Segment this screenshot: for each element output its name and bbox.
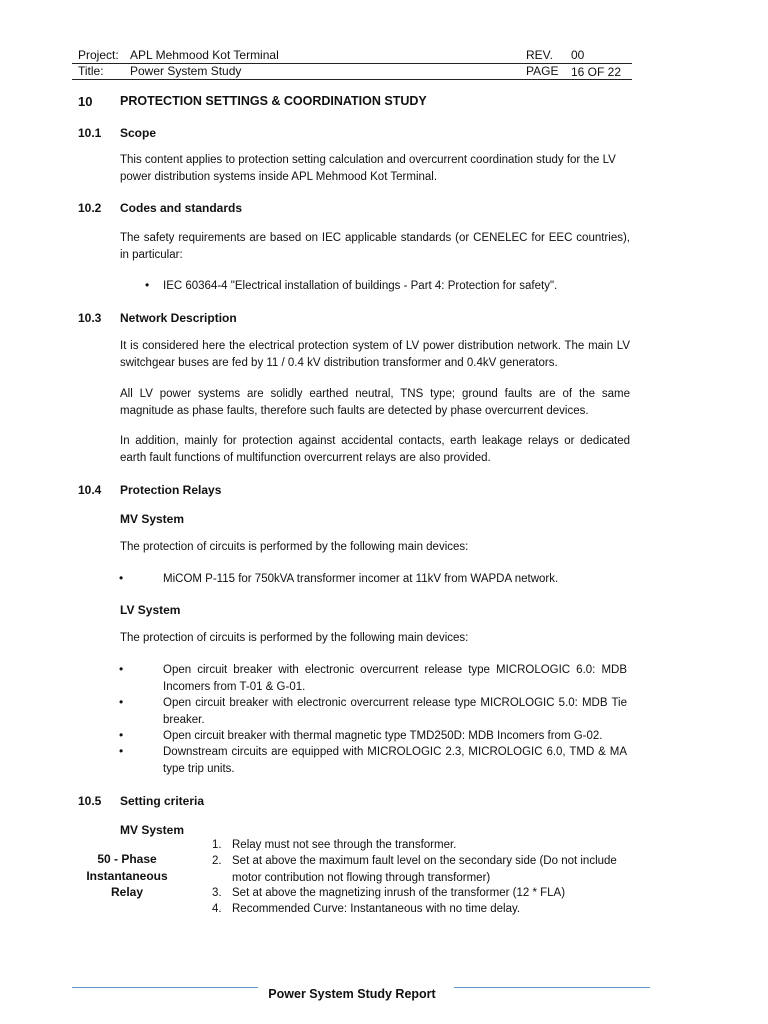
- relay-label-line-2: Instantaneous: [86, 869, 168, 883]
- header-rev-label: REV.: [526, 48, 553, 62]
- header-divider-bottom: [72, 79, 632, 80]
- criteria-item-text: Recommended Curve: Instantaneous with no time delay.: [232, 903, 521, 915]
- bullet-glyph: •: [145, 278, 150, 292]
- mv-system-heading: MV System: [120, 512, 185, 526]
- subsection-10-5-number: 10.5: [78, 794, 102, 808]
- footer-title: Power System Study Report: [268, 987, 436, 1001]
- subsection-10-3-title: Network Description: [120, 311, 237, 325]
- network-paragraph-2: All LV power systems are solidly earthed neutral, TNS type; ground faults are of the same magnitude as phase faults, therefore such faults are detected by phase overcurrent devices.: [120, 388, 630, 417]
- mv-system-paragraph: The protection of circuits is performed by the following main devices:: [120, 541, 469, 553]
- bullet-glyph: •: [119, 695, 124, 709]
- codes-paragraph: The safety requirements are based on IEC applicable standards (or CENELEC for EEC countries), in particular:: [120, 232, 630, 261]
- lv-bullet-item: Open circuit breaker with electronic overcurrent release type MICROLOGIC 5.0: MDB Tie breaker.: [163, 697, 627, 726]
- network-paragraph-1: It is considered here the electrical protection system of LV power distribution network. The main LV switchgear buses are fed by 11 / 0.4 kV distribution transformer and 0.4kV generators.: [120, 340, 630, 369]
- subsection-10-4-number: 10.4: [78, 483, 102, 497]
- header-project-value: APL Mehmood Kot Terminal: [130, 48, 279, 62]
- criteria-item-number: 1.: [212, 839, 222, 851]
- criteria-item-text: Relay must not see through the transformer.: [232, 839, 457, 851]
- header-page-value: 16 OF 22: [571, 65, 622, 79]
- bullet-glyph: •: [119, 744, 124, 758]
- criteria-item-text: Set at above the magnetizing inrush of the transformer (12 * FLA): [232, 887, 566, 899]
- criteria-item-number: 4.: [212, 903, 222, 915]
- scope-paragraph: This content applies to protection setting calculation and overcurrent coordination study for the LV power distribution systems inside APL Mehmood Kot Terminal.: [120, 154, 616, 183]
- subsection-10-1-title: Scope: [120, 126, 157, 140]
- footer-divider-right: [454, 987, 650, 988]
- section-title: PROTECTION SETTINGS & COORDINATION STUDY: [120, 94, 427, 108]
- codes-bullet-item: IEC 60364-4 "Electrical installation of buildings - Part 4: Protection for safety".: [163, 280, 558, 292]
- bullet-glyph: •: [119, 662, 124, 676]
- header-title-label: Title:: [78, 64, 104, 78]
- criteria-item-text: Set at above the maximum fault level on the secondary side (Do not include motor contribution not flowing through transformer): [232, 855, 617, 884]
- lv-bullet-item: Downstream circuits are equipped with MICROLOGIC 2.3, MICROLOGIC 6.0, TMD & MA type trip units.: [163, 746, 627, 775]
- lv-bullet-item: Open circuit breaker with thermal magnetic type TMD250D: MDB Incomers from G-02.: [163, 730, 603, 742]
- subsection-10-5-title: Setting criteria: [120, 794, 205, 808]
- relay-label-line-1: 50 - Phase: [97, 852, 157, 866]
- mv-bullet-item: MiCOM P-115 for 750kVA transformer incomer at 11kV from WAPDA network.: [163, 573, 559, 585]
- relay-label-line-3: Relay: [110, 885, 144, 899]
- subsection-10-1-number: 10.1: [78, 126, 102, 140]
- subsection-10-2-number: 10.2: [78, 201, 102, 215]
- header-page-label: PAGE: [526, 64, 559, 78]
- criteria-item-number: 2.: [212, 855, 222, 867]
- bullet-glyph: •: [119, 728, 124, 742]
- subsection-10-4-title: Protection Relays: [120, 483, 222, 497]
- lv-system-heading: LV System: [120, 603, 181, 617]
- criteria-item-number: 3.: [212, 887, 222, 899]
- section-number: 10: [78, 94, 93, 109]
- lv-system-paragraph: The protection of circuits is performed by the following main devices:: [120, 632, 469, 644]
- subsection-10-2-title: Codes and standards: [120, 201, 243, 215]
- network-paragraph-3: In addition, mainly for protection against accidental contacts, earth leakage relays or dedicated earth fault functions of multifunction overcurrent relays are also provided.: [120, 435, 630, 464]
- header-project-label: Project:: [78, 48, 119, 62]
- header-rev-value: 00: [571, 48, 585, 62]
- subsection-10-3-number: 10.3: [78, 311, 102, 325]
- header-title-value: Power System Study: [130, 64, 242, 78]
- bullet-glyph: •: [119, 571, 124, 585]
- footer-divider-left: [72, 987, 258, 988]
- setting-mv-system-heading: MV System: [120, 823, 185, 837]
- lv-bullet-item: Open circuit breaker with electronic overcurrent release type MICROLOGIC 6.0: MDB Incomers from T-01 & G-01.: [163, 664, 627, 693]
